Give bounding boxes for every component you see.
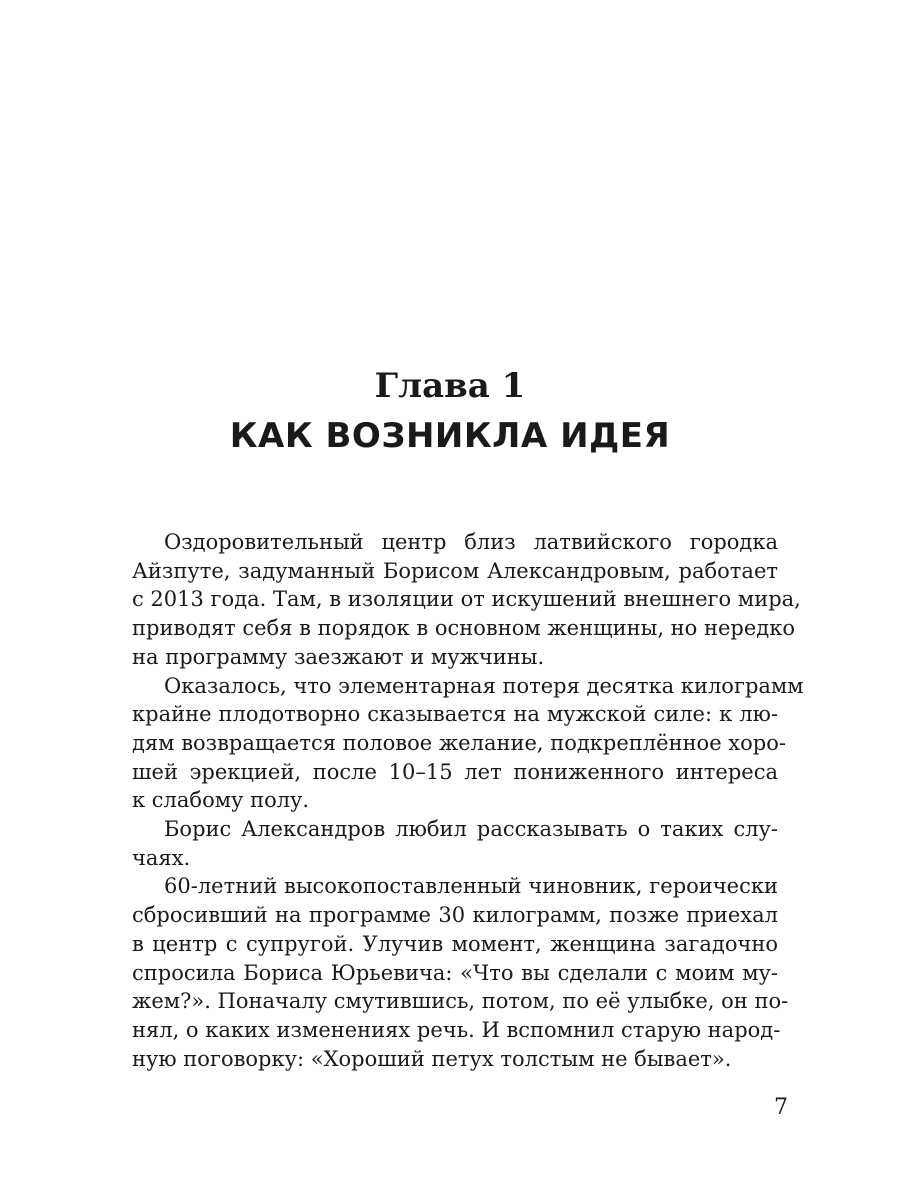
paragraph <box>132 528 801 672</box>
text-line: сбросивший на программе 30 килограмм, позже приехал <box>132 903 778 928</box>
chapter-number: Глава 1 <box>374 366 526 406</box>
text-line: крайне плодотворно сказывается на мужской силе: к лю- <box>132 702 778 727</box>
text-line: 60-летний высокопоставленный чиновник, героически <box>164 874 778 899</box>
chapter-title: КАК ВОЗНИКЛА ИДЕЯ <box>229 416 671 456</box>
text-line: приводят себя в порядок в основном женщины, но нередко <box>132 616 795 641</box>
text-line: Айзпуте, задуманный Борисом Александровым, работает <box>132 558 778 583</box>
text-line: на программу заезжают и мужчины. <box>132 644 545 669</box>
text-line: в центр с супругой. Улучив момент, женщина загадочно <box>132 931 778 956</box>
text-line: Борис Александров любил рассказывать о таких слу- <box>164 817 778 842</box>
text-line: нял, о каких изменениях речь. И вспомнил старую народ- <box>132 1017 781 1042</box>
text-line: чаях. <box>132 845 191 870</box>
text-line: к слабому полу. <box>132 788 310 813</box>
page-number: 7 <box>774 1095 788 1120</box>
text-line: с 2013 года. Там, в изоляции от искушений внешнего мира, <box>132 587 801 612</box>
paragraph <box>132 815 778 872</box>
chapter-body <box>132 528 804 1073</box>
text-line: ную поговорку: «Хороший петух толстым не бывает». <box>132 1046 732 1071</box>
text-line: Оказалось, что элементарная потеря десятка килограмм <box>164 673 804 698</box>
paragraph <box>132 672 804 816</box>
text-line: спросила Бориса Юрьевича: «Что вы сделали с моим му- <box>132 960 778 985</box>
text-line: шей эрекцией, после 10–15 лет пониженного интереса <box>132 759 778 784</box>
text-line: жем?». Поначалу смутившись, потом, по её улыбке, он по- <box>132 989 789 1014</box>
paragraph <box>132 872 789 1073</box>
text-line: дям возвращается половое желание, подкреплённое хоро- <box>132 730 786 755</box>
text-line: Оздоровительный центр близ латвийского городка <box>164 530 778 554</box>
